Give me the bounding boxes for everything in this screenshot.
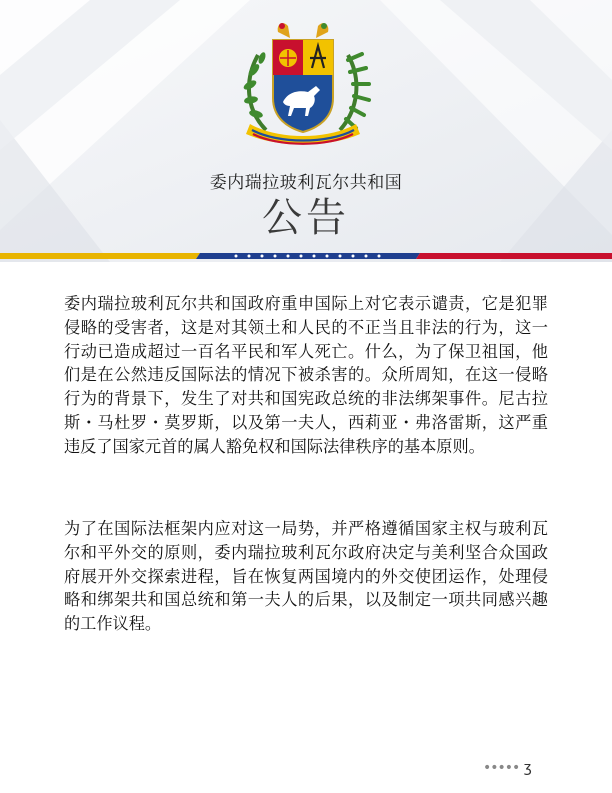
watermark-trail: ʒ — [523, 760, 532, 776]
country-name: 委内瑞拉玻利瓦尔共和国 — [209, 173, 403, 193]
statement-paragraph-1: 委内瑞拉玻利瓦尔共和国政府重申国际上对它表示谴责，它是犯罪侵略的受害者，这是对其领土和人民的不正当且非法的行为，这一行动已造成超过一百名平民和军人死亡。什么，为了保卫祖国，他们是在公然违反国际法的情况下被杀害的。众所周知，在这一侵略行为的背景下，发生了对共和国宪政总统的非法绑架事件。尼古拉斯・马杜罗・莫罗斯，以及第一夫人，西莉亚・弗洛雷斯，这严重违反了国家元首的属人豁免权和国际法律秩序的基本原则。 — [64, 294, 548, 456]
coat-of-arms-emblem — [228, 20, 378, 150]
header-banner — [0, 0, 612, 262]
watermark — [483, 760, 532, 776]
statement-paragraph-2: 为了在国际法框架内应对这一局势，并严格遵循国家主权与玻利瓦尔和平外交的原则，委内瑞拉玻利瓦尔政府决定与美利坚合众国政府展开外交探索进程，旨在恢复两国境内的外交使团运作，处理侵略和绑架共和国总统和第一夫人的后果，以及制定一项共同感兴趣的工作议程。 — [64, 519, 548, 634]
statement-body — [0, 262, 612, 793]
notice-title: 公告 — [262, 195, 350, 241]
flag-color-stripes — [0, 250, 612, 262]
watermark-dots: ••••• — [483, 760, 520, 776]
